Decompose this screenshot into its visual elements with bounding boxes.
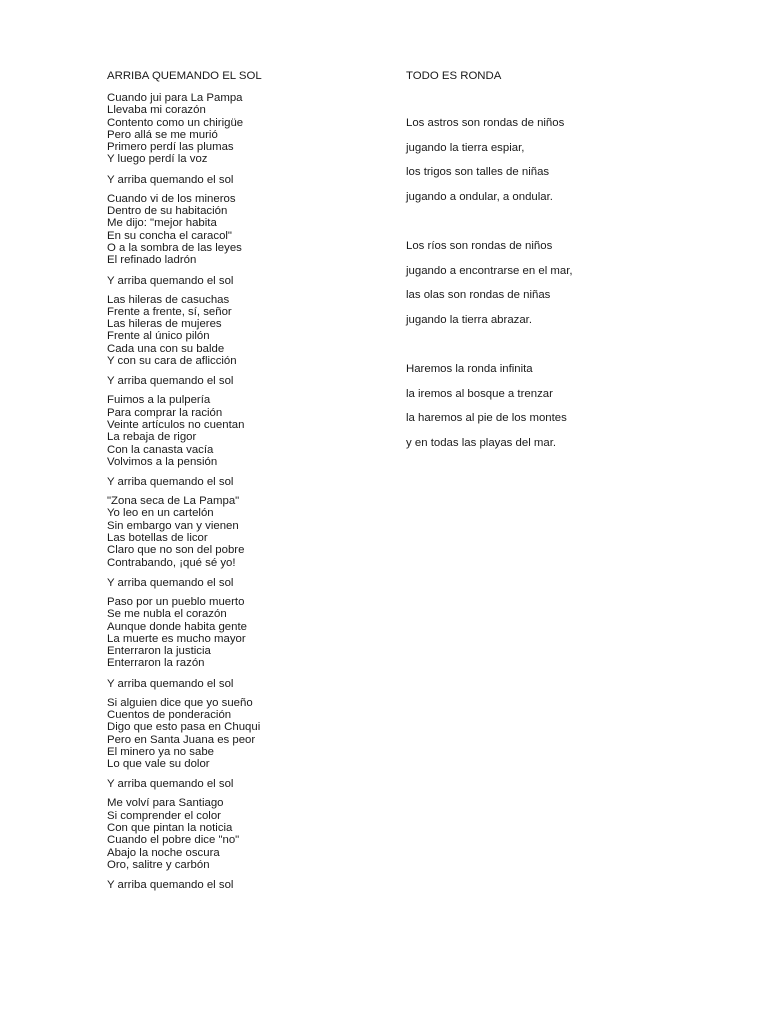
verse-line: Paso por un pueblo muerto [107,595,245,608]
verse-line: Cuando el pobre dice "no" [107,834,240,847]
verse-line: Si comprender el color [107,809,221,822]
verse-line: la iremos al bosque a trenzar [406,387,553,400]
refrain-line: Y arriba quemando el sol [107,778,234,791]
refrain-line: Y arriba quemando el sol [107,375,234,388]
verse-line: Con la canasta vacía [107,443,214,456]
stanza [107,294,387,368]
verse-line: Las hileras de mujeres [107,318,222,331]
verse-line: Para comprar la ración [107,406,223,419]
verse-line: jugando la tierra abrazar. [406,313,533,326]
verse-line: Veinte artículos no cuentan [107,418,245,431]
stanza [107,495,387,569]
verse-line: O a la sombra de las leyes [107,241,242,254]
stanza [107,193,387,267]
refrain-line: Y arriba quemando el sol [107,476,234,489]
verse-line: los trigos son talles de niñas [406,166,550,179]
verse-line: las olas son rondas de niñas [406,289,551,302]
verse-line: Claro que no son del pobre [107,544,245,557]
verse-line: Yo leo en un cartelón [107,507,214,520]
refrain-line: Y arriba quemando el sol [107,879,234,892]
verse-line: Contento como un chirigüe [107,116,244,129]
stanza [107,697,387,771]
stanza [107,92,387,166]
verse-line: Me dijo: "mejor habita [107,217,217,230]
verse-line: Pero en Santa Juana es peor [107,733,256,746]
refrain-line: Y arriba quemando el sol [107,677,234,690]
verse-line: Abajo la noche oscura [107,846,220,859]
verse-line: Enterraron la justicia [107,645,211,658]
verse-line: Oro, salitre y carbón [107,858,210,871]
verse-line: Se me nubla el corazón [107,608,227,621]
poem-arriba-quemando-el-sol [107,69,387,898]
verse-line: Aunque donde habita gente [107,620,247,633]
verse-line: Me volví para Santiago [107,797,224,810]
verse-line: Y luego perdí la voz [107,153,208,166]
verse-line: Cuando vi de los mineros [107,192,236,205]
verse-line: Enterraron la razón [107,657,205,670]
verse-line: jugando a encontrarse en el mar, [406,264,573,277]
verse-line: La rebaja de rigor [107,431,197,444]
verse-line: En su concha el caracol" [107,229,232,242]
verse-line: Con que pintan la noticia [107,822,233,835]
verse-line: La muerte es mucho mayor [107,632,246,645]
verse-line: Digo que esto pasa en Chuqui [107,721,261,734]
stanza [406,362,736,460]
verse-line: Primero perdí las plumas [107,141,234,154]
verse-line: Las botellas de licor [107,532,208,545]
verse-line: Los astros son rondas de niños [406,117,565,129]
verse-line: jugando a ondular, a ondular. [406,190,553,203]
poem-title: TODO ES RONDA [406,70,502,82]
stanza [107,394,387,468]
verse-line: jugando la tierra espiar, [406,141,525,154]
verse-line: la haremos al pie de los montes [406,412,567,425]
stanza [107,596,387,670]
verse-line: Si alguien dice que yo sueño [107,696,253,709]
verse-line: Cuentos de ponderación [107,708,232,721]
verse-line: El refinado ladrón [107,254,197,267]
refrain-line: Y arriba quemando el sol [107,173,234,186]
verse-line: El minero ya no sabe [107,745,215,758]
verse-line: Las hileras de casuchas [107,293,230,306]
verse-line: Contrabando, ¡qué sé yo! [107,556,236,569]
poem-todo-es-ronda [406,69,736,460]
poem-body [406,92,736,460]
verse-line: Frente al único pilón [107,330,210,343]
stanza [107,797,387,871]
poem-title: ARRIBA QUEMANDO EL SOL [107,70,262,82]
stanza [406,239,736,337]
stanza [406,116,736,214]
refrain-line: Y arriba quemando el sol [107,274,234,287]
verse-line: Cuando jui para La Pampa [107,92,243,104]
verse-line: y en todas las playas del mar. [406,436,557,449]
verse-line: Llevaba mi corazón [107,104,206,117]
verse-line: Haremos la ronda infinita [406,362,533,375]
poem-body [107,92,387,892]
verse-line: Fuimos a la pulpería [107,394,211,407]
verse-line: Dentro de su habitación [107,205,228,218]
verse-line: "Zona seca de La Pampa" [107,495,240,508]
verse-line: Volvimos a la pensión [107,455,218,468]
verse-line: Los ríos son rondas de niños [406,239,553,252]
verse-line: Frente a frente, sí, señor [107,305,232,318]
verse-line: Cada una con su balde [107,342,225,355]
verse-line: Y con su cara de aflicción [107,355,237,368]
verse-line: Sin embargo van y vienen [107,519,239,532]
verse-line: Lo que vale su dolor [107,758,210,771]
verse-line: Pero allá se me murió [107,128,218,141]
refrain-line: Y arriba quemando el sol [107,576,234,589]
